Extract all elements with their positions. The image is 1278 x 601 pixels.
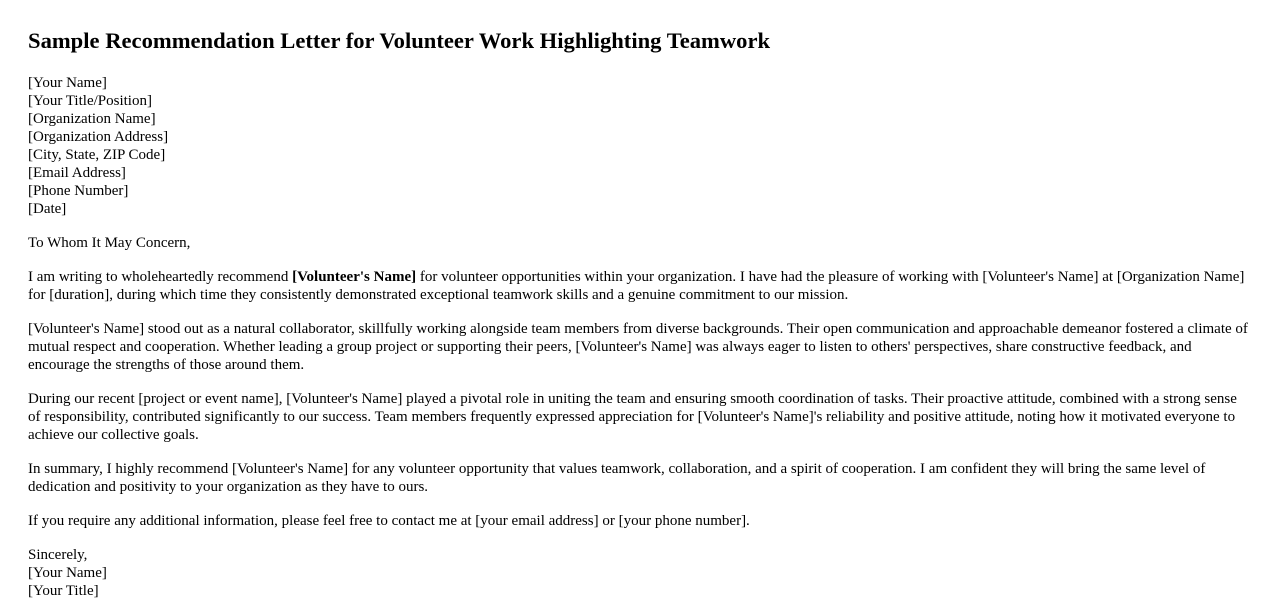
sender-title: [Your Title/Position]	[28, 93, 152, 109]
page-title: Sample Recommendation Letter for Volunteer Work Highlighting Teamwork	[28, 28, 771, 53]
sender-city-state-zip: [City, State, ZIP Code]	[28, 147, 166, 163]
body-paragraph-2: [Volunteer's Name] stood out as a natural collaborator, skillfully working alongside team members from diverse backgrounds. Their open communication and approachable demeanor fostered a climate of mutual respect and cooperation. Whether leading a group project or supporting their peers, [Volunteer's Name] was always eager to listen to others' perspectives, share constructive feedback, and encourage the strengths of those around them.	[28, 321, 1248, 373]
sender-organization: [Organization Name]	[28, 111, 156, 127]
signature-name: [Your Name]	[28, 565, 107, 581]
paragraph-1-rest: for volunteer opportunities within your organization. I have had the pleasure of working with [Volunteer's Name] at [Organization Name] for [duration], during which time they consistently demonstrated exceptional teamwork skills and a genuine commitment to our mission.	[28, 269, 1245, 303]
closing: Sincerely,	[28, 547, 88, 563]
signature-title: [Your Title]	[28, 583, 99, 599]
sender-block	[28, 74, 1250, 218]
body-paragraph-1	[28, 268, 1250, 304]
sender-name: [Your Name]	[28, 75, 107, 91]
sender-email: [Email Address]	[28, 165, 126, 181]
sender-address: [Organization Address]	[28, 129, 169, 145]
paragraph-1-intro: I am writing to wholeheartedly recommend	[28, 269, 293, 285]
volunteer-name-highlight: [Volunteer's Name]	[292, 269, 417, 285]
body-paragraph-4: In summary, I highly recommend [Volunteer's Name] for any volunteer opportunity that values teamwork, collaboration, and a spirit of cooperation. I am confident they will bring the same level of dedication and positivity to your organization as they have to ours.	[28, 461, 1206, 495]
sender-phone: [Phone Number]	[28, 183, 129, 199]
salutation: To Whom It May Concern,	[28, 235, 191, 251]
body-paragraph-5: If you require any additional information, please feel free to contact me at [your email address] or [your phone number].	[28, 513, 750, 529]
sender-date: [Date]	[28, 201, 67, 217]
body-paragraph-3: During our recent [project or event name], [Volunteer's Name] played a pivotal role in uniting the team and ensuring smooth coordination of tasks. Their proactive attitude, combined with a strong sense of responsibility, contributed significantly to our success. Team members frequently expressed appreciation for [Volunteer's Name]'s reliability and positive attitude, noting how it motivated everyone to achieve our collective goals.	[28, 391, 1237, 443]
signoff-block	[28, 546, 1250, 600]
